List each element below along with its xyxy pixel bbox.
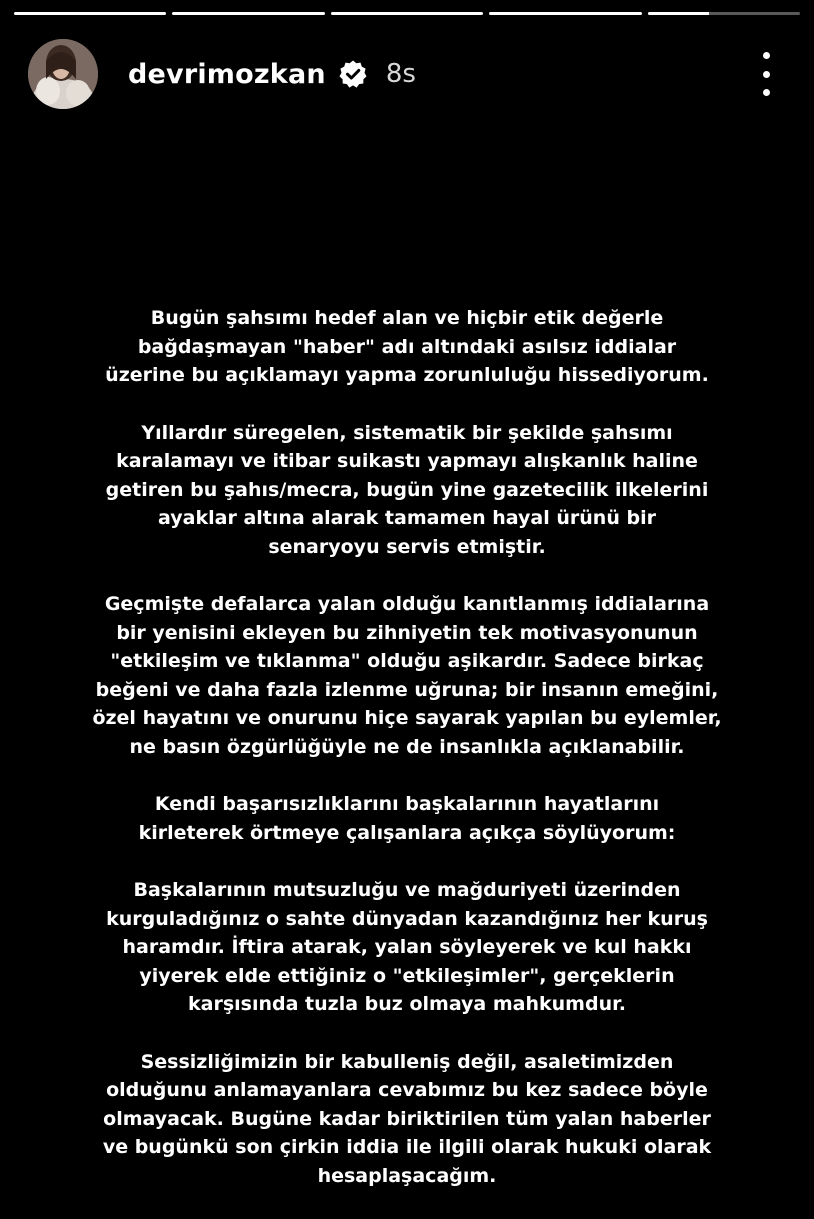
paragraph-1: Bugün şahsımı hedef alan ve hiçbir etik değerle bağdaşmayan "haber" adı altındaki asılsız iddialar üzerine bu açıklamayı yapma zorunluluğu hissediyorum. xyxy=(105,307,709,386)
paragraph-4: Kendi başarısızlıklarını başkalarının hayatlarını kirleterek örtmeye çalışanlara açıkça söylüyorum: xyxy=(138,793,676,844)
story-timestamp: 8s xyxy=(385,59,416,89)
more-dot xyxy=(763,52,770,59)
more-vertical-icon[interactable] xyxy=(746,52,786,96)
progress-segment-fill xyxy=(648,12,709,15)
progress-segment-fill xyxy=(331,12,483,15)
more-dot xyxy=(763,71,770,78)
avatar[interactable] xyxy=(28,39,98,109)
progress-segment xyxy=(489,12,641,15)
paragraph-5: Başkalarının mutsuzluğu ve mağduriyeti üzerinden kurguladığınız o sahte dünyadan kazandığınız her kuruş haramdır. İftira atarak, yalan söyleyerek ve kul hakkı yiyerek elde ettiğiniz o "etkileşimler", gerçeklerin karşısında tuzla buz olmaya mahkumdur. xyxy=(106,879,708,1015)
progress-segment-fill xyxy=(172,12,324,15)
progress-segment xyxy=(14,12,166,15)
progress-segment xyxy=(648,12,800,15)
story-progress-bar xyxy=(14,12,800,15)
story-header xyxy=(28,38,786,110)
story-text-content xyxy=(40,304,774,1219)
paragraph-2: Yıllardır süregelen, sistematik bir şekilde şahsımı karalamayı ve itibar suikastı yapmayı alışkanlık haline getiren bu şahıs/mecra, bugün yine gazetecilik ilkelerini ayaklar altına alarak tamamen hayal ürünü bir senaryoyu servis etmiştir. xyxy=(105,421,709,558)
paragraph-3: Geçmişte defalarca yalan olduğu kanıtlanmış iddialarına bir yenisini ekleyen bu zihniyetin tek motivasyonunun "etkileşim ve tıklanma" olduğu aşikardır. Sadece birkaç beğeni ve daha fazla izlenme uğruna; bir insanın emeğini, özel hayatını ve onurunu hiçe sayarak yapılan bu eylemler, ne basın özgürlüğüyle ne de insanlıkla açıklanabilir. xyxy=(92,593,722,758)
verified-badge-icon xyxy=(338,59,368,89)
progress-segment-fill xyxy=(489,12,641,15)
progress-segment-fill xyxy=(14,12,166,15)
paragraph-6: Sessizliğimizin bir kabulleniş değil, asaletimizden olduğunu anlamayanlara cevabımız bu kez sadece böyle olmayacak. Bugüne kadar biriktirilen tüm yalan haberler ve bugünkü son çirkin iddia ile ilgili olarak hukuki olarak hesaplaşacağım. xyxy=(102,1050,712,1187)
more-dot xyxy=(763,89,770,96)
progress-segment xyxy=(331,12,483,15)
avatar-image xyxy=(28,39,98,109)
progress-segment xyxy=(172,12,324,15)
username[interactable]: devrimozkan xyxy=(128,58,326,90)
